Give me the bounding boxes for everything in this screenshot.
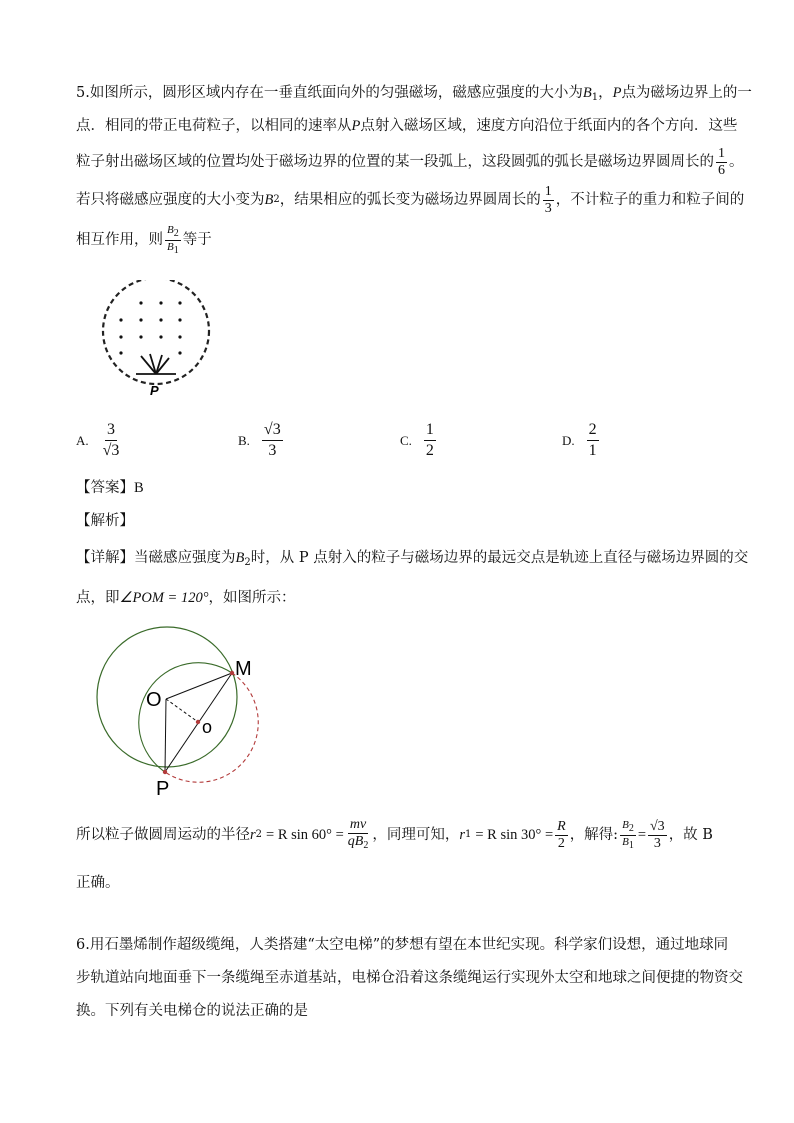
- q5-line-2: 点．相同的带正电荷粒子，以相同的速率从P点射入磁场区域，速度方向沿位于纸面内的各个方向．这些: [76, 118, 738, 134]
- q5-line-1: 5.如图所示，圆形区域内存在一垂直纸面向外的匀强磁场，磁感应强度的大小为$B_1$，P点为磁场边界上的一: [76, 85, 752, 103]
- fraction-mv-qb2: $\frac{mv}{qB_2}$: [347, 816, 369, 851]
- magnetic-field-figure: [96, 280, 216, 400]
- analysis-heading: 【解析】: [76, 513, 134, 529]
- option-a[interactable]: A. $\frac{3}{√3}$: [76, 421, 120, 459]
- ratio-b2-b1-result: $\frac{B2}{B1}$: [622, 818, 634, 851]
- fraction-r-over-2: $\frac{R}{2}$: [557, 818, 566, 851]
- q6-line-2: 步轨道站向地面垂下一条缆绳至赤道基站，电梯仓沿着这条缆绳运行实现外太空和地球之间便捷的物资交: [76, 970, 743, 986]
- center-o-small: [196, 720, 200, 724]
- label-o-big: O: [146, 689, 162, 711]
- field-dots: [119, 301, 181, 354]
- fraction-sqrt3-over-3: $\frac{√3}{3}$: [650, 818, 665, 851]
- label-p: P: [156, 778, 170, 800]
- fraction-one-third: $\frac{1}{3}$: [544, 183, 552, 216]
- svg-text:P: P: [150, 383, 159, 398]
- fraction-one-sixth: $\frac{1}{6}$: [718, 145, 725, 178]
- answer-line: 【答案】B: [76, 480, 144, 496]
- detail-line-3: 所以粒子做圆周运动的半径 r 2 = R sin 60° = $\frac{mv}{qB_2}$ ，同理可知， r 1 = R sin 30° = $\frac{R}{2}$ ，解得: $\frac{B2}{B1}$ = $\frac{√3}{3}$ ，故 B: [76, 815, 713, 855]
- option-b[interactable]: B. $\frac{√3}{3}$: [238, 421, 281, 459]
- q6-line-1: 6.用石墨烯制作超级缆绳，人类搭建“太空电梯”的梦想有望在本世纪实现。科学家们设想，通过地球同: [76, 937, 729, 953]
- label-o-small: o: [202, 717, 213, 737]
- q5-line-5: 相互作用，则 $\frac{B2}{B1}$ 等于: [76, 223, 212, 256]
- segment-oo: [166, 699, 198, 722]
- field-boundary-circle: [103, 280, 209, 384]
- option-d[interactable]: D. $\frac{2}{1}$: [562, 421, 597, 459]
- q5-line-4: 若只将磁感应强度的大小变为 B 2 ，结果相应的弧长变为磁场边界圆周长的 $\frac{1}{3}$ ，不计粒子的重力和粒子间的: [76, 183, 745, 216]
- velocity-arrows: [136, 354, 176, 374]
- segment-op: [165, 699, 166, 772]
- q6-line-3: 换。下列有关电梯仓的说法正确的是: [76, 1003, 308, 1019]
- trajectory-geometry-figure: [90, 625, 270, 805]
- detail-line-1: 【详解】当磁感应强度为$B_2$时，从 P 点射入的粒子与磁场边界的最远交点是轨迹上直径与磁场边界圆的交: [76, 550, 749, 568]
- option-c[interactable]: C. $\frac{1}{2}$: [400, 421, 434, 459]
- point-m: [230, 671, 234, 675]
- detail-line-2: 点，即∠POM = 120°，如图所示：: [76, 590, 296, 606]
- q5-line-3: 粒子射出磁场区域的位置均处于磁场边界的位置的某一段弧上，这段圆弧的弧长是磁场边界圆周长的 $\frac{1}{6}$ 。: [76, 145, 744, 178]
- detail-line-4: 正确。: [76, 875, 120, 891]
- segment-om: [166, 673, 232, 699]
- trajectory-arc: [139, 663, 232, 772]
- ratio-b2-b1: $\frac{B2}{B1}$: [167, 223, 179, 256]
- point-p: [163, 770, 167, 774]
- label-m: M: [235, 658, 252, 680]
